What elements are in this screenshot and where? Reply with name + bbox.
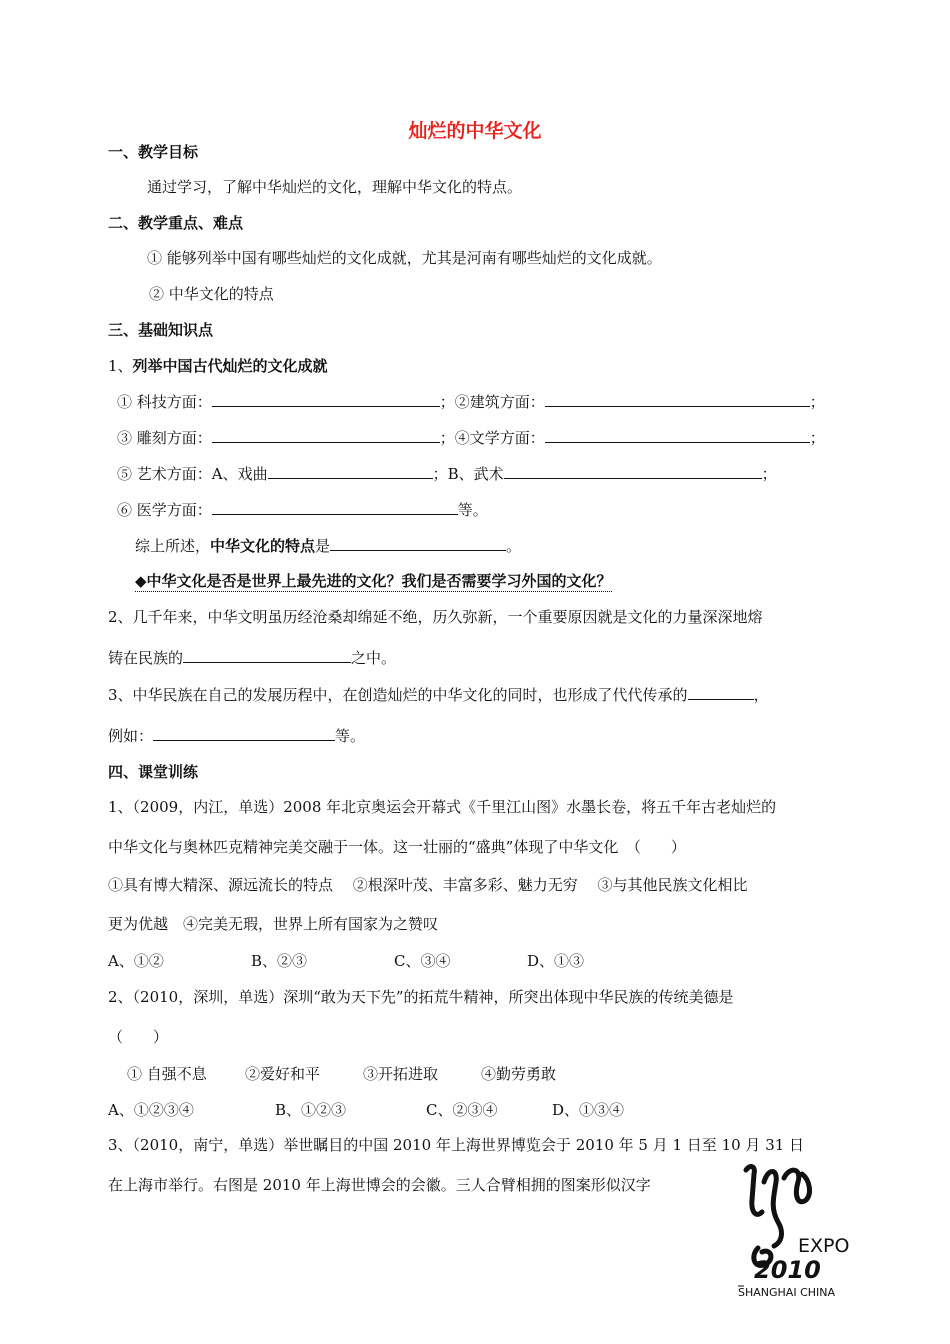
row-carve-lit: [117, 428, 825, 448]
section1-heading: 一、教学目标: [108, 143, 199, 161]
discussion-text: ◆中华文化是否是世界上最先进的文化？我们是否需要学习外国的文化？: [135, 572, 612, 590]
logo-expo-text: EXPO: [798, 1235, 850, 1257]
opera-blank[interactable]: [268, 464, 433, 479]
ex2-option-a[interactable]: A、①②③④: [108, 1101, 194, 1119]
q1-title: 列举中国古代灿烂的文化成就: [132, 357, 328, 375]
carve-blank[interactable]: [212, 428, 440, 443]
section2-point1: ① 能够列举中国有哪些灿烂的文化成就，尤其是河南有哪些灿烂的文化成就。: [147, 249, 662, 267]
ex3-line2: 在上海市举行。右图是 2010 年上海世博会的会徽。三人合臂相拥的图案形似汉字: [108, 1176, 651, 1194]
lit-blank[interactable]: [545, 428, 810, 443]
tech-label: ① 科技方面：: [117, 393, 212, 411]
discussion-question: [135, 571, 612, 591]
logo-figure-middle: [764, 1172, 781, 1247]
med-blank[interactable]: [212, 500, 458, 515]
lit-semicolon: ；: [809, 429, 825, 447]
section1-text: 通过学习，了解中华灿烂的文化，理解中华文化的特点。: [147, 178, 523, 196]
logo-year-text: 2010: [754, 1256, 821, 1284]
q3-blank2[interactable]: [153, 726, 335, 741]
summary-blank[interactable]: [330, 536, 506, 551]
q3-blank1[interactable]: [688, 685, 754, 700]
summary-period: 。: [506, 537, 522, 555]
ex1-line1: 1、（2009，内江，单选）2008 年北京奥运会开幕式《千里江山图》水墨长卷，将五千年古老灿烂的: [108, 798, 777, 816]
ex2-choices: [127, 1064, 556, 1084]
art-label: ⑤ 艺术方面：A、戏曲: [117, 465, 268, 483]
section3-heading: 三、基础知识点: [108, 321, 214, 339]
document-title: 灿烂的中华文化: [408, 120, 542, 142]
ex2-option-c[interactable]: C、②③④: [426, 1101, 498, 1119]
ex1-line2: 中华文化与奥林匹克精神完美交融于一体。这一壮丽的“盛典”体现了中华文化 （ ）: [108, 838, 686, 856]
summary-post: 是: [315, 537, 331, 555]
tech-blank[interactable]: [212, 392, 440, 407]
med-label: ⑥ 医学方面：: [117, 501, 212, 519]
ex2-option-d[interactable]: D、①③④: [552, 1101, 625, 1119]
med-etc: 等。: [457, 501, 488, 519]
expo-2010-logo: [738, 1160, 853, 1300]
row-tech-arch: [117, 392, 825, 412]
q3-line2: [108, 726, 365, 746]
q2-blank[interactable]: [183, 648, 351, 663]
martial-label: ；B、武术: [432, 465, 504, 483]
ex2-choice-2: ②爱好和平: [245, 1065, 321, 1083]
q1-number: 1、: [108, 357, 133, 375]
q2-pre: 铸在民族的: [108, 649, 184, 667]
q2-line1: 2、几千年来，中华文明虽历经沧桑却绵延不绝，历久弥新，一个重要原因就是文化的力量深深地熔: [108, 608, 763, 626]
ex2-choice-1: ① 自强不息: [127, 1065, 207, 1083]
summary-pre: 综上所述，: [135, 537, 211, 555]
logo-figure-left: [746, 1167, 762, 1215]
arch-blank[interactable]: [545, 392, 810, 407]
q3-example-pre: 例如：: [108, 727, 154, 745]
q3-line1: [108, 685, 769, 705]
ex1-option-b[interactable]: B、②③: [251, 952, 308, 970]
ex1-option-a[interactable]: A、①②: [108, 952, 164, 970]
art-semicolon: ；: [761, 465, 777, 483]
martial-blank[interactable]: [504, 464, 762, 479]
knowledge-q1: [108, 356, 328, 376]
logo-figure-right: [784, 1170, 809, 1202]
arch-label: ；②建筑方面：: [439, 393, 545, 411]
q2-post: 之中。: [351, 649, 397, 667]
row-med: [117, 500, 488, 520]
logo-place-text: SHANGHAI CHINA: [738, 1286, 836, 1299]
q3-example-post: 等。: [335, 727, 366, 745]
ex2-options: [108, 1100, 624, 1120]
ex2-choice-4: ④勤劳勇敢: [481, 1065, 557, 1083]
ex3-line1: 3、（2010，南宁，单选）举世瞩目的中国 2010 年上海世界博览会于 2010 年 5 月 1 日至 10 月 31 日: [108, 1136, 805, 1154]
ex2-line1: 2、（2010，深圳，单选）深圳“敢为天下先”的拓荒牛精神，所突出体现中华民族的传统美德是: [108, 988, 734, 1006]
ex1-line4: 更为优越 ④完美无瑕，世界上所有国家为之赞叹: [108, 915, 439, 933]
section2-point2: ② 中华文化的特点: [149, 285, 274, 303]
ex2-choice-3: ③开拓进取: [363, 1065, 439, 1083]
section2-heading: 二、教学重点、难点: [108, 214, 244, 232]
row-art: [117, 464, 777, 484]
ex1-options: [108, 951, 584, 971]
ex1-line3: ①具有博大精深、源远流长的特点 ②根深叶茂、丰富多彩、魅力无穷 ③与其他民族文化相比: [108, 876, 748, 894]
ex2-option-b[interactable]: B、①②③: [275, 1101, 347, 1119]
q2-line2: [108, 648, 396, 668]
q3-pre: 3、中华民族在自己的发展历程中，在创造灿烂的中华文化的同时，也形成了代代传承的: [108, 686, 688, 704]
section4-heading: 四、课堂训练: [108, 763, 199, 781]
lit-label: ；④文学方面：: [439, 429, 545, 447]
summary-bold: 中华文化的特点: [210, 537, 316, 555]
q3-post: ，: [753, 686, 769, 704]
ex1-option-c[interactable]: C、③④: [394, 952, 451, 970]
summary-line: [135, 536, 521, 556]
ex2-line2: （ ）: [108, 1028, 169, 1046]
arch-semicolon: ；: [809, 393, 825, 411]
carve-label: ③ 雕刻方面：: [117, 429, 212, 447]
ex1-option-d[interactable]: D、①③: [527, 952, 585, 970]
